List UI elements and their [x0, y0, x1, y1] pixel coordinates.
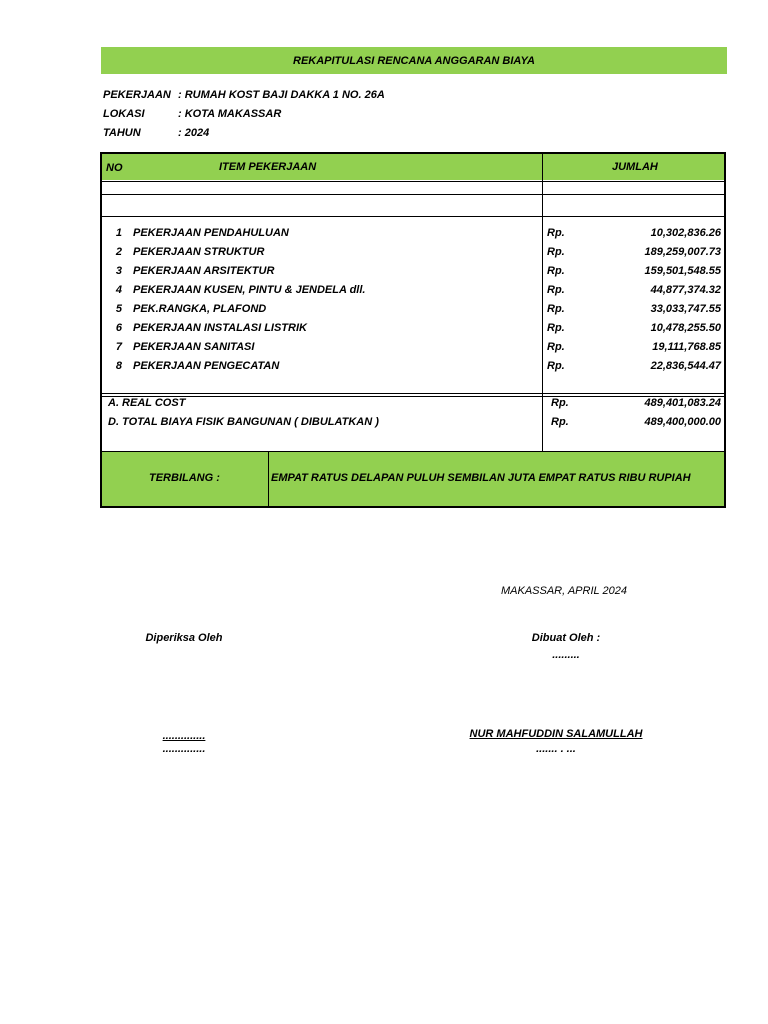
- summary-total-label: D. TOTAL BIAYA FISIK BANGUNAN ( DIBULATKAN ): [108, 416, 379, 428]
- summary-total-amount: 489,400,000.00: [644, 416, 721, 428]
- row-currency: Rp.: [547, 360, 565, 372]
- signature-left-role: Diperiksa Oleh: [145, 632, 223, 644]
- divider: [102, 181, 724, 182]
- divider: [268, 452, 269, 506]
- summary-real-cost-label: A. REAL COST: [108, 397, 186, 409]
- document-title: REKAPITULASI RENCANA ANGGARAN BIAYA: [293, 54, 535, 67]
- row-amount: 189,259,007.73: [644, 246, 721, 258]
- info-value-pekerjaan: : RUMAH KOST BAJI DAKKA 1 NO. 26A: [178, 89, 385, 101]
- signature-left-title: ..............: [162, 743, 206, 755]
- info-label-tahun: TAHUN: [103, 127, 141, 139]
- signature-left-name: ..............: [162, 730, 206, 742]
- summary-currency: Rp.: [551, 416, 569, 428]
- row-no: 2: [115, 246, 122, 258]
- row-currency: Rp.: [547, 284, 565, 296]
- row-no: 3: [115, 265, 122, 277]
- terbilang-label: TERBILANG :: [149, 472, 220, 484]
- row-item: PEKERJAAN ARSITEKTUR: [133, 265, 275, 277]
- row-no: 5: [115, 303, 122, 315]
- row-no: 6: [115, 322, 122, 334]
- row-item: PEKERJAAN SANITASI: [133, 341, 255, 353]
- info-value-lokasi: : KOTA MAKASSAR: [178, 108, 282, 120]
- row-currency: Rp.: [547, 246, 565, 258]
- header-no: NO: [106, 162, 123, 174]
- row-no: 7: [115, 341, 122, 353]
- row-currency: Rp.: [547, 303, 565, 315]
- row-item: PEKERJAAN PENGECATAN: [133, 360, 280, 372]
- info-value-tahun: : 2024: [178, 127, 210, 139]
- title-banner: [101, 47, 727, 74]
- row-currency: Rp.: [547, 341, 565, 353]
- row-no: 4: [115, 284, 122, 296]
- row-amount: 33,033,747.55: [650, 303, 721, 315]
- row-amount: 10,302,836.26: [650, 227, 721, 239]
- row-no: 1: [115, 227, 122, 239]
- terbilang-value: EMPAT RATUS DELAPAN PULUH SEMBILAN JUTA EMPAT RATUS RIBU RUPIAH: [271, 472, 691, 484]
- row-item: PEKERJAAN PENDAHULUAN: [133, 227, 289, 239]
- row-amount: 10,478,255.50: [650, 322, 721, 334]
- row-amount: 44,877,374.32: [650, 284, 721, 296]
- row-item: PEKERJAAN KUSEN, PINTU & JENDELA dll.: [133, 284, 366, 296]
- signature-right-role-sub: .........: [552, 649, 580, 661]
- row-currency: Rp.: [547, 322, 565, 334]
- signature-right-role: Dibuat Oleh :: [531, 632, 601, 644]
- divider: [542, 154, 543, 452]
- row-currency: Rp.: [547, 265, 565, 277]
- info-label-pekerjaan: PEKERJAAN: [103, 89, 171, 101]
- divider: [102, 393, 724, 394]
- place-date: MAKASSAR, APRIL 2024: [501, 585, 627, 597]
- row-item: PEKERJAAN INSTALASI LISTRIK: [133, 322, 307, 334]
- signature-right-title: ....... . ...: [536, 743, 576, 755]
- row-no: 8: [115, 360, 122, 372]
- divider: [102, 216, 724, 217]
- signature-right-name: NUR MAHFUDDIN SALAMULLAH: [469, 728, 643, 740]
- row-currency: Rp.: [547, 227, 565, 239]
- header-amount: JUMLAH: [612, 161, 658, 173]
- row-amount: 22,836,544.47: [650, 360, 721, 372]
- row-amount: 159,501,548.55: [644, 265, 721, 277]
- summary-real-cost-amount: 489,401,083.24: [644, 397, 721, 409]
- summary-currency: Rp.: [551, 397, 569, 409]
- row-item: PEKERJAAN STRUKTUR: [133, 246, 265, 258]
- header-item: ITEM PEKERJAAN: [219, 161, 317, 173]
- divider: [102, 451, 724, 452]
- row-item: PEK.RANGKA, PLAFOND: [133, 303, 267, 315]
- divider: [102, 194, 724, 195]
- row-amount: 19,111,768.85: [652, 341, 721, 353]
- info-label-lokasi: LOKASI: [103, 108, 145, 120]
